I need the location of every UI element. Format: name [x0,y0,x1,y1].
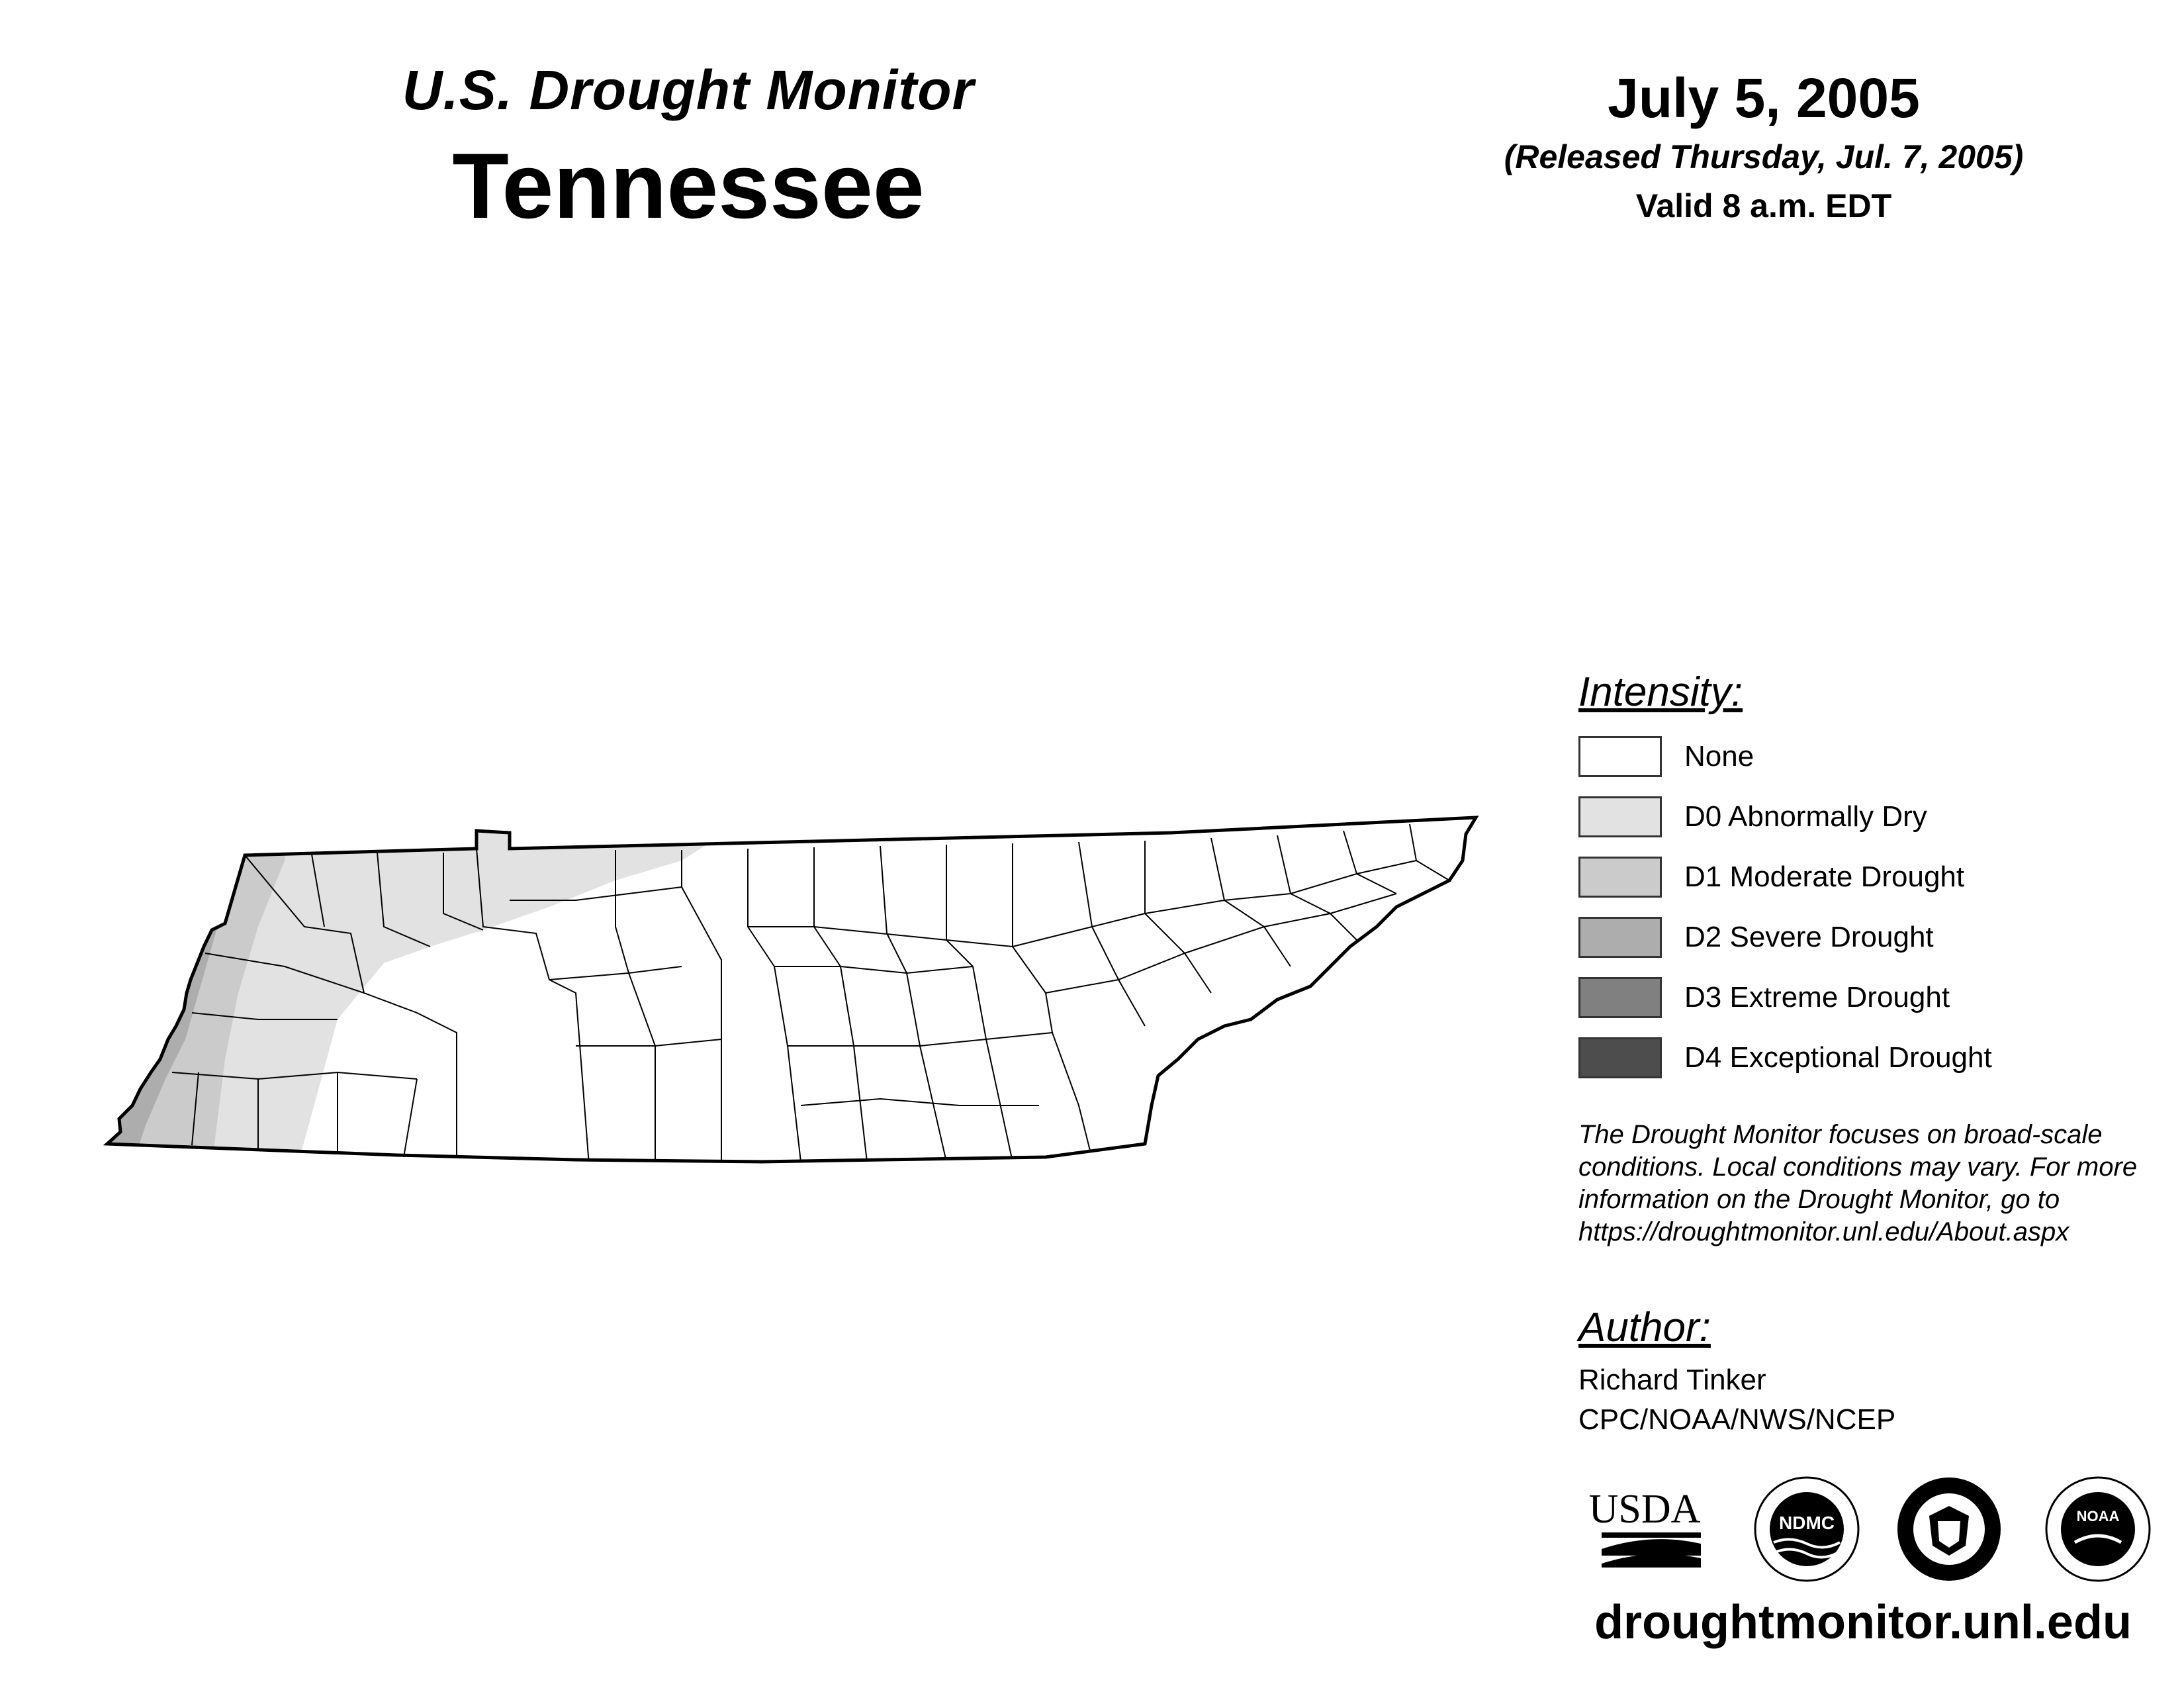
valid-time: Valid 8 a.m. EDT [1635,187,1892,224]
state-name: Tennessee [452,134,925,238]
legend-swatch [1578,1037,1662,1078]
map-date: July 5, 2005 [1608,67,1920,129]
legend-swatch [1578,857,1662,898]
disclaimer [1578,1119,2174,1248]
usda-logo [1589,1487,1701,1568]
author-organization: CPC/NOAA/NWS/NCEP [1578,1403,1896,1436]
svg-text:NOAA: NOAA [2076,1508,2120,1524]
release-date: (Released Thursday, Jul. 7, 2005) [1504,138,2024,175]
site-url-link[interactable]: droughtmonitor.unl.edu [1594,1596,2132,1649]
noaa-logo [2046,1477,2150,1581]
author-name: Richard Tinker [1578,1364,1766,1396]
legend-item-d4 [1578,1037,2095,1081]
legend-label: D2 Severe Drought [1684,921,1934,953]
legend-swatch [1578,917,1662,958]
disclaimer-line: information on the Drought Monitor, go to [1578,1185,2060,1214]
legend-label: D1 Moderate Drought [1684,861,1965,893]
partner-logos [1588,1470,2171,1589]
legend-swatch [1578,796,1662,837]
legend-swatch [1578,736,1662,777]
legend-label: D4 Exceptional Drought [1684,1041,1992,1074]
legend-label: None [1684,740,1754,773]
commerce-seal-icon [1897,1477,2001,1581]
legend-label: D0 Abnormally Dry [1684,800,1927,833]
legend-item-d2 [1578,917,2095,961]
disclaimer-link[interactable]: https://droughtmonitor.unl.edu/About.aspx [1578,1217,2070,1246]
disclaimer-line: conditions. Local conditions may vary. For more [1578,1152,2138,1182]
ndmc-logo [1755,1477,1858,1581]
disclaimer-line: The Drought Monitor focuses on broad-scale [1578,1120,2103,1149]
legend-swatch [1578,977,1662,1018]
legend-item-d0 [1578,796,2095,840]
legend-item-d1 [1578,857,2095,900]
legend-label: D3 Extreme Drought [1684,981,1950,1013]
map-title: U.S. Drought Monitor [402,59,975,121]
svg-text:USDA: USDA [1588,1487,1701,1532]
svg-text:NDMC: NDMC [1779,1513,1835,1533]
author-heading: Author: [1578,1305,1711,1350]
legend-item-d3 [1578,977,2095,1021]
legend-item-none [1578,736,2095,780]
legend-heading: Intensity: [1578,669,1743,715]
tennessee-drought-map [86,794,1496,1205]
